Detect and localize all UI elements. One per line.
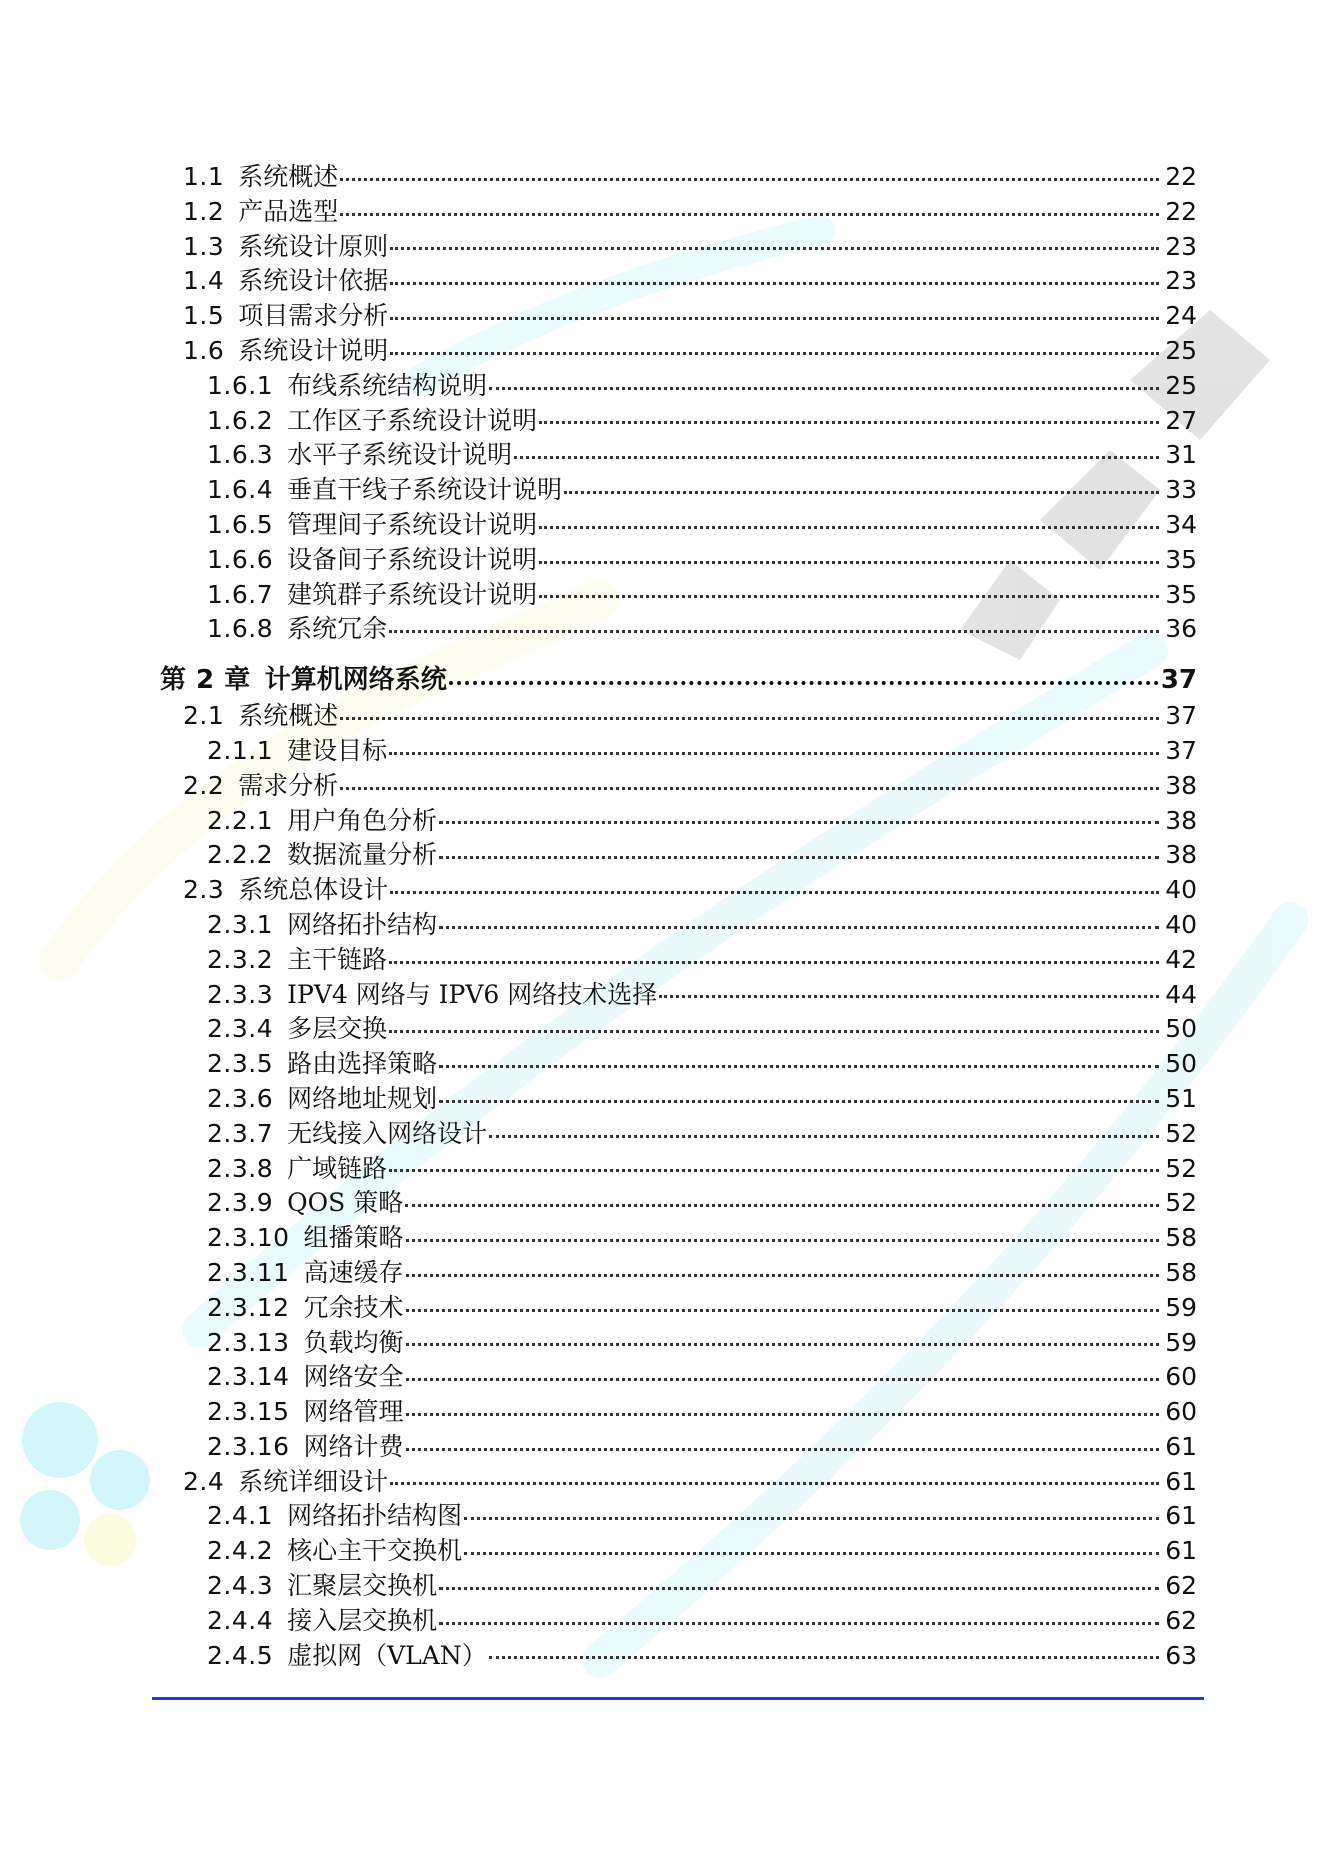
toc-entry-number: 2.3.4: [207, 1014, 274, 1044]
toc-entry[interactable]: [160, 873, 1197, 908]
toc-entry-page: 23: [1165, 266, 1197, 296]
toc-entry-page: 37: [1165, 735, 1197, 765]
toc-entry-page: 59: [1165, 1292, 1197, 1322]
toc-entry-page: 60: [1165, 1397, 1197, 1427]
toc-entry[interactable]: [160, 160, 1197, 195]
toc-dot-leader: [539, 525, 1159, 529]
toc-entry-number: 2.1.1: [207, 735, 274, 765]
toc-dot-leader: [389, 751, 1159, 755]
toc-entry-number: 1.6.6: [207, 544, 274, 574]
toc-entry-title: 垂直干线子系统设计说明: [287, 475, 563, 505]
toc-dot-leader: [390, 281, 1159, 285]
toc-entry[interactable]: [160, 1569, 1197, 1604]
toc-entry[interactable]: [160, 1152, 1197, 1187]
toc-entry-page: 52: [1165, 1153, 1197, 1183]
toc-entry-title: 主干链路: [287, 944, 388, 974]
toc-entry-page: 22: [1165, 162, 1197, 191]
toc-entry-number: 2.4.4: [207, 1605, 274, 1635]
toc-entry-page: 36: [1165, 614, 1197, 644]
toc-entry-title: 设备间子系统设计说明: [287, 544, 538, 574]
toc-entry-page: 27: [1165, 405, 1197, 435]
toc-entry-page: 40: [1165, 909, 1197, 939]
toc-entry-number: 2.3.6: [207, 1083, 274, 1113]
toc-entry-title: 系统冗余: [287, 614, 388, 644]
toc-entry-number: 2.3.12: [207, 1292, 290, 1322]
toc-entry-title: 网络计费: [303, 1431, 404, 1461]
toc-entry[interactable]: [160, 1221, 1197, 1256]
toc-dot-leader: [406, 1447, 1159, 1451]
toc-entry-page: 50: [1165, 1049, 1197, 1079]
toc-entry-page: 62: [1165, 1571, 1197, 1601]
toc-entry-title: 网络管理: [303, 1397, 404, 1427]
toc-entry-number: 第 2 章: [160, 665, 251, 696]
toc-entry-number: 2.2.1: [207, 805, 274, 835]
toc-entry-page: 22: [1165, 196, 1197, 226]
toc-entry-page: 42: [1165, 944, 1197, 974]
toc-entry-title: 负载均衡: [303, 1327, 404, 1357]
toc-entry-number: 1.6.3: [207, 440, 274, 470]
toc-dot-leader: [514, 455, 1159, 459]
toc-entry-page: 61: [1165, 1431, 1197, 1461]
toc-entry-title: 核心主干交换机: [287, 1536, 463, 1566]
toc-dot-leader: [406, 1238, 1159, 1242]
toc-entry-title: 虚拟网（VLAN）: [287, 1640, 487, 1670]
toc-chapter-entry[interactable]: [160, 663, 1197, 699]
toc-entry[interactable]: [160, 612, 1197, 647]
toc-dot-leader: [340, 212, 1159, 216]
toc-entry-title: 水平子系统设计说明: [287, 440, 513, 470]
toc-entry-page: 24: [1165, 301, 1197, 331]
toc-entry[interactable]: [160, 1186, 1197, 1221]
toc-entry-number: 2.3.8: [207, 1153, 274, 1183]
toc-entry[interactable]: [160, 769, 1197, 804]
toc-entry[interactable]: [160, 264, 1197, 299]
watermark-flower-icon: [22, 1402, 98, 1478]
toc-dot-leader: [439, 855, 1159, 859]
toc-entry[interactable]: [160, 908, 1197, 943]
toc-entry-number: 2.3.5: [207, 1049, 274, 1079]
toc-entry-page: 61: [1165, 1466, 1197, 1496]
toc-entry[interactable]: [160, 1047, 1197, 1082]
toc-entry-page: 51: [1165, 1083, 1197, 1113]
toc-entry-title: 路由选择策略: [287, 1049, 438, 1079]
toc-entry[interactable]: [160, 699, 1197, 734]
toc-entry-title: 网络安全: [303, 1362, 404, 1392]
toc-entry-number: 2.2: [183, 770, 225, 800]
toc-entry-title: 多层交换: [287, 1014, 388, 1044]
toc-entry-title: 用户角色分析: [287, 805, 438, 835]
toc-entry-number: 1.6.1: [207, 370, 274, 400]
toc-dot-leader: [406, 1377, 1159, 1381]
toc-dot-leader: [405, 1203, 1159, 1207]
toc-entry[interactable]: [160, 1430, 1197, 1465]
toc-entry[interactable]: [160, 1604, 1197, 1639]
toc-entry-number: 2.2.2: [207, 840, 274, 870]
toc-entry-number: 2.3: [183, 875, 225, 905]
toc-entry-page: 35: [1165, 544, 1197, 574]
toc-entry-title: 数据流量分析: [287, 840, 438, 870]
toc-entry-page: 62: [1165, 1605, 1197, 1635]
toc-entry-page: 44: [1165, 979, 1197, 1009]
toc-entry-page: 63: [1165, 1640, 1197, 1670]
toc-entry-title: 广域链路: [287, 1153, 388, 1183]
toc-entry-number: 1.6.5: [207, 509, 274, 539]
toc-entry-number: 2.4.3: [207, 1571, 274, 1601]
toc-dot-leader: [390, 1481, 1159, 1485]
toc-dot-leader: [439, 925, 1159, 929]
toc-entry-number: 2.3.16: [207, 1431, 290, 1461]
toc-entry-page: 52: [1165, 1118, 1197, 1148]
toc-entry-title: 高速缓存: [303, 1257, 404, 1287]
toc-entry-number: 2.3.7: [207, 1118, 274, 1148]
toc-entry[interactable]: [160, 978, 1197, 1013]
toc-dot-leader: [340, 177, 1159, 181]
toc-entry-title: 系统概述: [238, 162, 339, 191]
toc-entry-number: 2.3.14: [207, 1362, 290, 1392]
toc-entry-number: 2.4.1: [207, 1501, 274, 1531]
toc-dot-leader: [406, 1412, 1159, 1416]
toc-dot-leader: [390, 890, 1159, 894]
toc-entry-number: 2.3.10: [207, 1223, 290, 1253]
toc-dot-leader: [489, 1134, 1159, 1138]
toc-entry-page: 25: [1165, 370, 1197, 400]
toc-entry[interactable]: [160, 578, 1197, 613]
toc-entry-number: 1.6: [183, 335, 225, 365]
toc-entry[interactable]: [160, 438, 1197, 473]
toc-entry-title: 计算机网络系统: [264, 665, 447, 696]
toc-entry[interactable]: [160, 838, 1197, 873]
toc-entry-title: 系统总体设计: [238, 875, 389, 905]
toc-entry-page: 34: [1165, 509, 1197, 539]
toc-entry-title: 管理间子系统设计说明: [287, 509, 538, 539]
toc-entry-page: 38: [1165, 840, 1197, 870]
toc-dot-leader: [439, 1099, 1159, 1103]
toc-dot-leader: [449, 680, 1159, 685]
toc-entry-number: 2.3.1: [207, 909, 274, 939]
toc-entry-page: 38: [1165, 805, 1197, 835]
toc-entry[interactable]: [160, 734, 1197, 769]
toc-entry-number: 1.6.8: [207, 614, 274, 644]
toc-entry[interactable]: [160, 508, 1197, 543]
toc-entry[interactable]: [160, 1117, 1197, 1152]
toc-entry[interactable]: [160, 1499, 1197, 1534]
toc-entry-title: 系统设计原则: [238, 231, 389, 261]
toc-entry[interactable]: [160, 404, 1197, 439]
toc-entry-title: 接入层交换机: [287, 1605, 438, 1635]
toc-entry-number: 1.2: [183, 196, 225, 226]
toc-entry-title: 需求分析: [238, 770, 339, 800]
toc-dot-leader: [389, 1168, 1159, 1172]
toc-entry-page: 52: [1165, 1188, 1197, 1218]
toc-dot-leader: [406, 1308, 1159, 1312]
toc-dot-leader: [389, 629, 1159, 633]
toc-entry[interactable]: [160, 230, 1197, 265]
toc-entry-title: 汇聚层交换机: [287, 1571, 438, 1601]
toc-dot-leader: [389, 960, 1159, 964]
toc-entry[interactable]: [160, 1639, 1197, 1674]
toc-dot-leader: [539, 420, 1159, 424]
toc-dot-leader: [439, 1064, 1159, 1068]
toc-dot-leader: [340, 786, 1159, 790]
toc-entry-number: 2.1: [183, 701, 225, 731]
toc-entry-number: 1.3: [183, 231, 225, 261]
toc-dot-leader: [464, 1516, 1159, 1520]
toc-entry-title: 无线接入网络设计: [287, 1118, 488, 1148]
toc-entry-number: 2.3.3: [207, 979, 274, 1009]
toc-dot-leader: [390, 246, 1159, 250]
footer-rule: [152, 1697, 1204, 1700]
toc-dot-leader: [340, 716, 1159, 720]
toc-dot-leader: [406, 1342, 1159, 1346]
toc-entry-number: 1.6.2: [207, 405, 274, 435]
toc-entry[interactable]: [160, 334, 1197, 369]
toc-entry[interactable]: [160, 1360, 1197, 1395]
toc-entry-page: 59: [1165, 1327, 1197, 1357]
toc-dot-leader: [390, 351, 1159, 355]
toc-entry[interactable]: [160, 1326, 1197, 1361]
toc-entry[interactable]: [160, 369, 1197, 404]
toc-entry-page: 61: [1165, 1536, 1197, 1566]
toc-entry-page: 33: [1165, 475, 1197, 505]
toc-entry-number: 2.3.11: [207, 1257, 290, 1287]
toc-entry[interactable]: [160, 1534, 1197, 1569]
toc-entry-page: 23: [1165, 231, 1197, 261]
toc-entry-page: 58: [1165, 1223, 1197, 1253]
toc-dot-leader: [439, 1621, 1159, 1625]
toc-dot-leader: [406, 1273, 1159, 1277]
toc-entry[interactable]: [160, 1395, 1197, 1430]
toc-dot-leader: [539, 560, 1159, 564]
toc-entry[interactable]: [160, 543, 1197, 578]
toc-entry[interactable]: [160, 1012, 1197, 1047]
toc-dot-leader: [439, 1586, 1159, 1590]
toc-entry-number: 1.1: [183, 162, 225, 191]
toc-entry-title: 建筑群子系统设计说明: [287, 579, 538, 609]
toc-dot-leader: [464, 1551, 1159, 1555]
toc-entry-page: 31: [1165, 440, 1197, 470]
toc-dot-leader: [489, 1655, 1159, 1659]
toc-entry[interactable]: [160, 1256, 1197, 1291]
toc-entry[interactable]: [160, 1291, 1197, 1326]
toc-entry[interactable]: [160, 1465, 1197, 1500]
toc-entry-title: 系统概述: [238, 701, 339, 731]
toc-entry[interactable]: [160, 473, 1197, 508]
toc-entry-title: 建设目标: [287, 735, 388, 765]
toc-entry-title: 工作区子系统设计说明: [287, 405, 538, 435]
toc-entry-title: IPV4 网络与 IPV6 网络技术选择: [287, 979, 658, 1009]
toc-entry-number: 2.3.13: [207, 1327, 290, 1357]
toc-entry-number: 2.3.9: [207, 1188, 274, 1218]
toc-entry-page: 25: [1165, 335, 1197, 365]
toc-entry-number: 2.4.5: [207, 1640, 274, 1670]
toc-entry-number: 1.4: [183, 266, 225, 296]
toc-entry-title: 组播策略: [303, 1223, 404, 1253]
toc-entry-title: 布线系统结构说明: [287, 370, 488, 400]
toc-entry-title: 冗余技术: [303, 1292, 404, 1322]
toc-entry-number: 2.4.2: [207, 1536, 274, 1566]
toc-entry[interactable]: [160, 804, 1197, 839]
toc-dot-leader: [389, 1029, 1159, 1033]
toc-entry-title: QOS 策略: [287, 1188, 404, 1218]
toc-entry-page: 40: [1165, 875, 1197, 905]
toc-entry-page: 38: [1165, 770, 1197, 800]
toc-entry-page: 37: [1165, 701, 1197, 731]
toc-dot-leader: [489, 386, 1159, 390]
toc-entry-page: 37: [1160, 665, 1197, 696]
toc-entry-page: 50: [1165, 1014, 1197, 1044]
toc-entry-number: 1.5: [183, 301, 225, 331]
toc-dot-leader: [539, 594, 1159, 598]
toc-entry-number: 2.4: [183, 1466, 225, 1496]
toc-entry[interactable]: [160, 195, 1197, 230]
table-of-contents: [160, 160, 1197, 1673]
toc-entry-title: 网络地址规划: [287, 1083, 438, 1113]
toc-entry[interactable]: [160, 943, 1197, 978]
toc-entry-title: 系统设计说明: [238, 335, 389, 365]
toc-entry-page: 58: [1165, 1257, 1197, 1287]
toc-entry-page: 61: [1165, 1501, 1197, 1531]
toc-entry[interactable]: [160, 299, 1197, 334]
toc-entry[interactable]: [160, 1082, 1197, 1117]
toc-dot-leader: [564, 490, 1159, 494]
toc-entry-title: 系统设计依据: [238, 266, 389, 296]
toc-entry-title: 系统详细设计: [238, 1466, 389, 1496]
toc-entry-title: 网络拓扑结构图: [287, 1501, 463, 1531]
toc-entry-number: 2.3.2: [207, 944, 274, 974]
toc-dot-leader: [390, 316, 1159, 320]
toc-entry-title: 产品选型: [238, 196, 339, 226]
toc-entry-title: 网络拓扑结构: [287, 909, 438, 939]
toc-entry-title: 项目需求分析: [238, 301, 389, 331]
toc-dot-leader: [659, 994, 1159, 998]
toc-entry-number: 1.6.4: [207, 475, 274, 505]
toc-entry-page: 35: [1165, 579, 1197, 609]
toc-entry-number: 1.6.7: [207, 579, 274, 609]
toc-dot-leader: [439, 820, 1159, 824]
toc-entry-page: 60: [1165, 1362, 1197, 1392]
toc-entry-number: 2.3.15: [207, 1397, 290, 1427]
